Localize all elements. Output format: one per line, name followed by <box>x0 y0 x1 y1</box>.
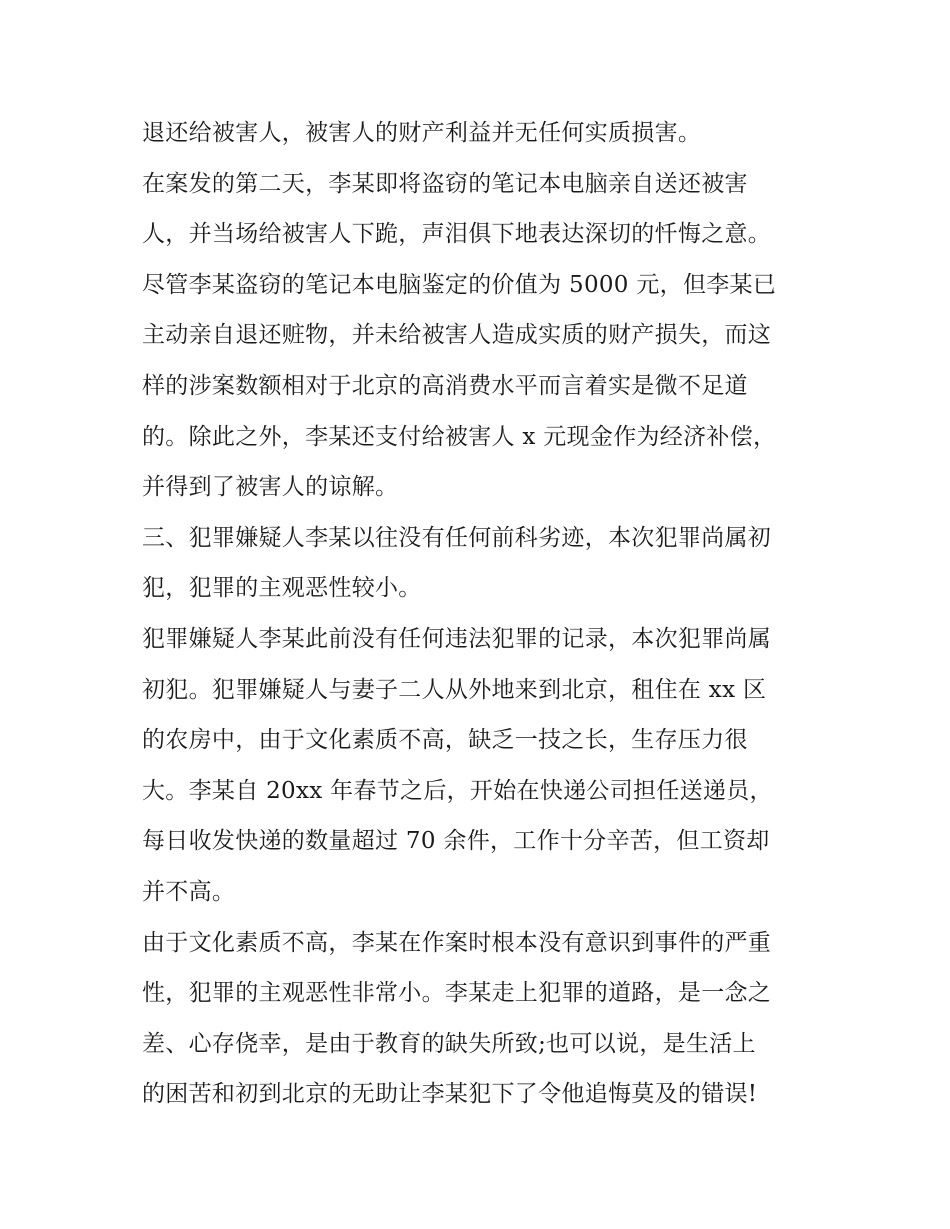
text-line: 主动亲自退还赃物，并未给被害人造成实质的财产损失，而这 <box>142 322 772 349</box>
text-line: 的农房中，由于文化素质不高，缺乏一技之长，生存压力很 <box>142 727 748 754</box>
text-line: 由于文化素质不高，李某在作案时根本没有意识到事件的严重 <box>142 929 772 956</box>
text-line: 人，并当场给被害人下跪，声泪俱下地表达深切的忏悔之意。 <box>142 221 772 248</box>
section-heading-line: 三、犯罪嫌疑人李某以往没有任何前科劣迹，本次犯罪尚属初 <box>142 524 772 551</box>
text-line: 并不高。 <box>142 878 236 905</box>
text-line: 并得到了被害人的谅解。 <box>142 474 399 501</box>
text-line: 每日收发快递的数量超过 70 余件，工作十分辛苦，但工资却 <box>142 828 770 855</box>
text-line: 的。除此之外，李某还支付给被害人 x 元现金作为经济补偿， <box>142 423 777 450</box>
text-line: 样的涉案数额相对于北京的高消费水平而言着实是微不足道 <box>142 372 748 399</box>
text-line: 初犯。犯罪嫌疑人与妻子二人从外地来到北京，租住在 xx 区 <box>142 676 767 703</box>
text-line: 尽管李某盗窃的笔记本电脑鉴定的价值为 5000 元，但李某已 <box>142 271 777 298</box>
text-line: 大。李某自 20xx 年春节之后，开始在快递公司担任送递员， <box>142 777 773 804</box>
document-body <box>142 108 822 1120</box>
text-line: 差、心存侥幸，是由于教育的缺失所致;也可以说，是生活上 <box>142 1030 756 1057</box>
text-line: 性，犯罪的主观恶性非常小。李某走上犯罪的道路，是一念之 <box>142 980 772 1007</box>
text-line: 的困苦和初到北京的无助让李某犯下了令他追悔莫及的错误! <box>142 1081 758 1108</box>
text-line: 犯罪嫌疑人李某此前没有任何违法犯罪的记录，本次犯罪尚属 <box>142 625 772 652</box>
text-line: 退还给被害人，被害人的财产利益并无任何实质损害。 <box>142 120 702 146</box>
text-line: 在案发的第二天，李某即将盗窃的笔记本电脑亲自送还被害 <box>142 170 748 197</box>
section-heading-line: 犯，犯罪的主观恶性较小。 <box>142 575 422 602</box>
